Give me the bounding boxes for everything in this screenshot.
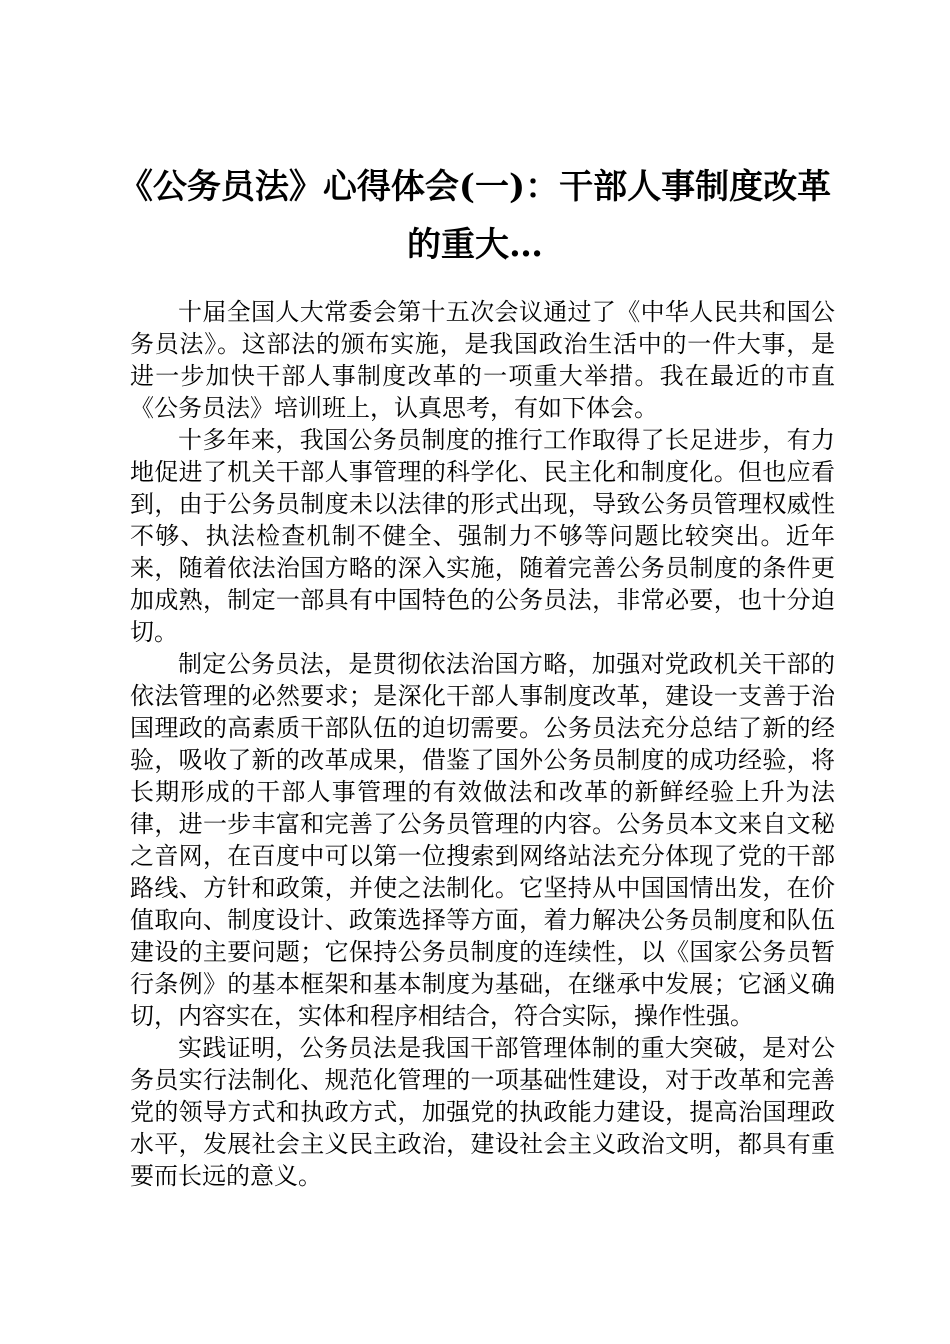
paragraph: 实践证明，公务员法是我国干部管理体制的重大突破，是对公务员实行法制化、规范化管理的一项基础性建设，对于改革和完善党的领导方式和执政方式，加强党的执政能力建设，提高治国理政水平，发展社会主义民主政治，建设社会主义政治文明，都具有重要而长远的意义。	[130, 1034, 835, 1190]
paragraph: 制定公务员法，是贯彻依法治国方略，加强对党政机关干部的依法管理的必然要求；是深化干部人事制度改革，建设一支善于治国理政的高素质干部队伍的迫切需要。公务员法充分总结了新的经验，吸收了新的改革成果，借鉴了国外公务员制度的成功经验，将长期形成的干部人事管理的有效做法和改革的新鲜经验上升为法律，进一步丰富和完善了公务员管理的内容。公务员本文来自文秘之音网，在百度中可以第一位搜索到网络站法充分体现了党的干部路线、方针和政策，并使之法制化。它坚持从中国国情出发，在价值取向、制度设计、政策选择等方面，着力解决公务员制度和队伍建设的主要问题；它保持公务员制度的连续性，以《国家公务员暂行条例》的基本框架和基本制度为基础，在继承中发展；它涵义确切，内容实在，实体和程序相结合，符合实际，操作性强。	[130, 650, 835, 1030]
paragraph: 十多年来，我国公务员制度的推行工作取得了长足进步，有力地促进了机关干部人事管理的科学化、民主化和制度化。但也应看到，由于公务员制度未以法律的形式出现，导致公务员管理权威性不够、执法检查机制不健全、强制力不够等问题比较突出。近年来，随着依法治国方略的深入实施，随着完善公务员制度的条件更加成熟，制定一部具有中国特色的公务员法，非常必要，也十分迫切。	[130, 426, 835, 646]
paragraph: 十届全国人大常委会第十五次会议通过了《中华人民共和国公务员法》。这部法的颁布实施，是我国政治生活中的一件大事，是进一步加快干部人事制度改革的一项重大举措。我在最近的市直《公务员法》培训班上，认真思考，有如下体会。	[130, 298, 835, 422]
document-title: 《公务员法》心得体会(一)：干部人事制度改革的重大…	[118, 167, 832, 265]
document-body	[130, 296, 835, 1192]
